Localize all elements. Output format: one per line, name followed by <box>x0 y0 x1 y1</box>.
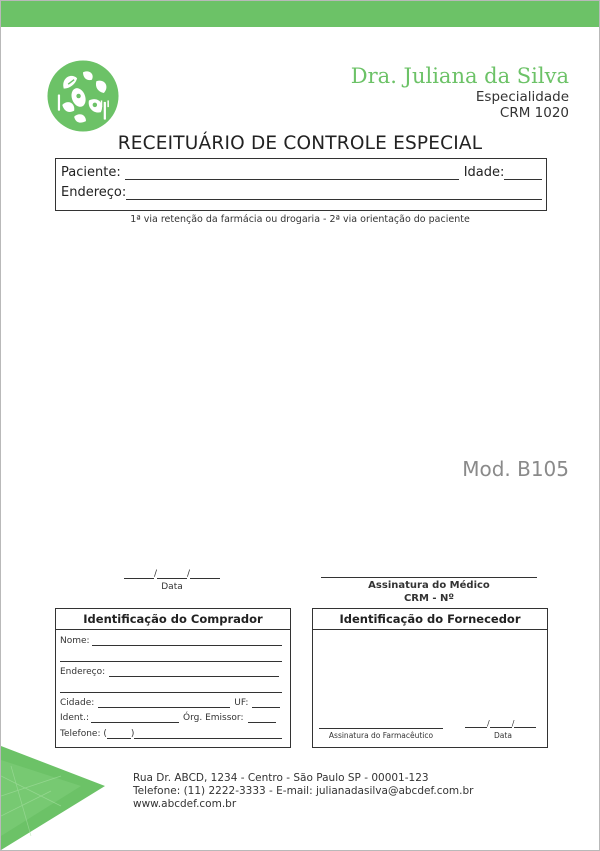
buyer-uf-label: UF: <box>234 698 249 708</box>
buyer-id-field[interactable] <box>91 713 179 723</box>
buyer-city-label: Cidade: <box>60 698 95 708</box>
address-field[interactable] <box>126 186 542 200</box>
via-note: 1ª via retenção da farmácia ou drogaria - 2ª via orientação do paciente <box>130 214 470 225</box>
buyer-name-row-2 <box>60 652 282 662</box>
supplier-box <box>312 608 548 748</box>
model-code: Mod. B105 <box>462 457 569 481</box>
buyer-phone-field[interactable] <box>134 729 282 739</box>
buyer-address-field[interactable] <box>109 667 279 677</box>
footer-address: Rua Dr. ABCD, 1234 - Centro - São Paulo SP - 00001-123 <box>133 772 429 784</box>
date-group <box>124 569 220 592</box>
footer-website[interactable]: www.abcdef.com.br <box>133 798 237 810</box>
buyer-issuer-field[interactable] <box>248 713 276 723</box>
doctor-name: Dra. Juliana da Silva <box>350 64 569 88</box>
patient-name-field[interactable] <box>125 166 459 180</box>
doctor-specialty: Especialidade <box>475 89 569 105</box>
buyer-name-field[interactable] <box>92 636 282 646</box>
supplier-date-field[interactable]: / / <box>465 719 536 728</box>
buyer-address-row <box>60 667 279 677</box>
doctor-header <box>351 63 569 121</box>
footer <box>133 772 473 811</box>
address-label: Endereço: <box>61 185 127 200</box>
patient-line <box>61 165 542 180</box>
buyer-box <box>55 608 291 748</box>
buyer-address-label: Endereço: <box>60 667 106 677</box>
age-label: Idade: <box>463 165 505 180</box>
buyer-id-label: Ident.: <box>60 713 90 723</box>
doctor-signature-block <box>321 579 537 605</box>
buyer-city-row <box>60 698 280 708</box>
pharmacist-signature-label: Assinatura do Farmacêutico <box>328 731 434 740</box>
address-line <box>61 185 542 200</box>
footer-contact: Telefone: (11) 2222-3333 - E-mail: julianadasilva@abcdef.com.br <box>133 785 474 797</box>
doctor-signature-label: Assinatura do Médico <box>368 580 490 591</box>
top-green-bar <box>1 1 599 27</box>
crm-number-label: CRM - Nº <box>403 593 455 604</box>
page-title: RECEITUÁRIO DE CONTROLE ESPECIAL <box>117 133 483 154</box>
buyer-issuer-label: Órg. Emissor: <box>183 713 244 723</box>
buyer-uf-field[interactable] <box>252 698 280 708</box>
buyer-phone-label: Telefone: ( <box>60 729 107 739</box>
date-label: Data <box>161 582 183 592</box>
buyer-name-label: Nome: <box>60 636 90 646</box>
doctor-signature-line[interactable] <box>321 577 537 578</box>
buyer-phone-row: Telefone: ( ) <box>60 729 282 739</box>
decorative-triangle <box>1 746 111 850</box>
patient-box <box>55 158 547 211</box>
buyer-title: Identificação do Comprador <box>56 609 290 630</box>
buyer-city-field[interactable] <box>98 698 230 708</box>
supplier-title: Identificação do Fornecedor <box>313 609 547 630</box>
supplier-date-label: Data <box>494 731 512 740</box>
buyer-address-row-2 <box>60 683 282 693</box>
buyer-phone-area-field[interactable] <box>107 729 131 739</box>
buyer-id-row <box>60 713 276 723</box>
buyer-name-row <box>60 636 282 646</box>
buyer-address-field-2[interactable] <box>60 683 282 693</box>
buyer-name-field-2[interactable] <box>60 652 282 662</box>
patient-label: Paciente: <box>61 165 121 180</box>
age-field[interactable] <box>504 166 542 180</box>
vegetables-leaf-logo-icon <box>46 59 120 133</box>
pharmacist-signature-line[interactable] <box>319 728 443 729</box>
doctor-crm: CRM 1020 <box>499 105 569 121</box>
date-field[interactable]: / / <box>124 569 220 579</box>
